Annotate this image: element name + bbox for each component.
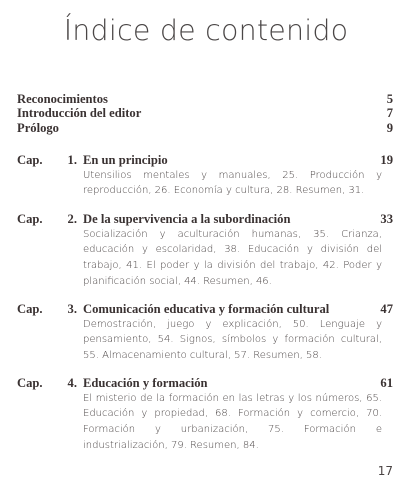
chapter-3-entry: [17, 302, 393, 364]
chapter-page: 47: [380, 302, 393, 316]
chapter-heading: [17, 212, 393, 227]
chapter-page: 61: [380, 376, 393, 390]
chapter-2-entry: [17, 212, 393, 290]
toc-entry-label: Introducción del editor: [17, 106, 142, 121]
toc-entry-introduccion: [17, 106, 393, 120]
toc-entry-page: 9: [386, 120, 393, 135]
chapter-page: 19: [380, 153, 393, 167]
chapter-title: En un principio: [83, 153, 168, 167]
chapter-prefix: Cap.: [17, 212, 43, 226]
chapter-page: 33: [380, 212, 393, 226]
toc-entry-page: 7: [386, 106, 393, 121]
chapter-1-entry: [17, 153, 393, 199]
chapter-prefix: Cap.: [17, 376, 43, 390]
page-title: Índice de contenido: [63, 14, 349, 47]
page-number: 17: [377, 464, 393, 478]
chapter-4-entry: [17, 376, 393, 454]
chapter-number: 3.: [67, 302, 77, 316]
chapter-title: De la supervivencia a la subordinación: [83, 212, 291, 226]
chapter-heading: [17, 302, 393, 317]
chapter-number: 1.: [67, 153, 77, 167]
toc-entry-reconocimientos: [17, 92, 393, 106]
chapter-prefix: Cap.: [17, 153, 43, 167]
toc-entry-page: 5: [386, 92, 393, 106]
chapter-title: Educación y formación: [83, 376, 208, 390]
chapter-heading: [17, 376, 393, 391]
front-matter-list: [17, 92, 393, 135]
chapter-heading: [17, 153, 393, 168]
chapter-summary: El misterio de la formación en las letras y los números, 65. Educación y propiedad, 68. Formación y comercio, 70. Formación y urbanización, 75. Formación e industrialización, 79. Resumen, 84.: [83, 392, 382, 451]
toc-entry-label: Reconocimientos: [17, 92, 108, 106]
chapter-summary: Demostración, juego y explicación, 50. Lenguaje y pensamiento, 54. Signos, símbolos y formación cultural, 55. Almacenamiento cultural, 57. Resumen, 58.: [83, 318, 382, 362]
chapter-number: 2.: [67, 212, 77, 226]
toc-entry-label: Prólogo: [17, 120, 59, 135]
chapter-number: 4.: [67, 376, 77, 390]
chapter-title: Comunicación educativa y formación cultural: [83, 302, 330, 316]
chapter-summary: Utensilios mentales y manuales, 25. Producción y reproducción, 26. Economía y cultura, 28. Resumen, 31.: [83, 169, 382, 197]
chapter-summary: Socialización y aculturación humanas, 35. Crianza, educación y escolaridad, 38. Educación y división del trabajo, 41. El poder y la división del trabajo, 42. Poder y planificación social, 44. Resumen, 46.: [83, 228, 382, 287]
toc-entry-prologo: [17, 121, 393, 135]
chapter-prefix: Cap.: [17, 302, 43, 316]
